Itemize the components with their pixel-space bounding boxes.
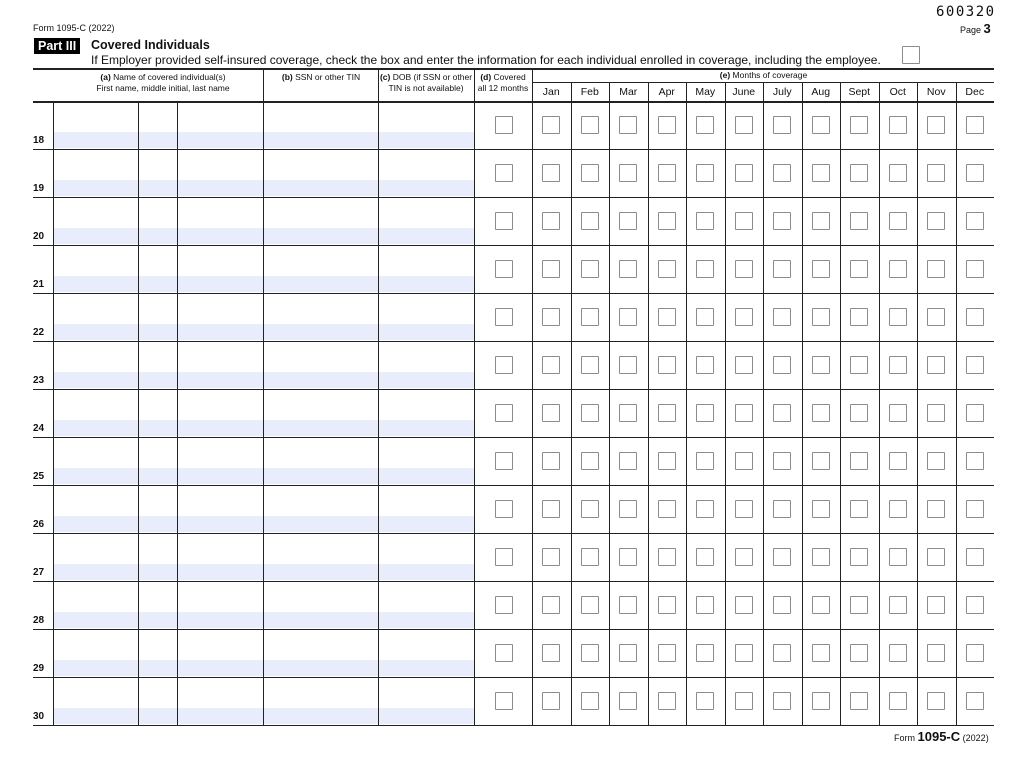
- month-checkbox-may[interactable]: [696, 116, 714, 134]
- month-checkbox-aug[interactable]: [812, 644, 830, 662]
- month-label-aug: Aug: [811, 86, 831, 98]
- month-checkbox-mar[interactable]: [619, 308, 637, 326]
- month-checkbox-july[interactable]: [773, 164, 791, 182]
- month-checkbox-feb[interactable]: [581, 212, 599, 230]
- month-checkbox-nov[interactable]: [927, 500, 945, 518]
- month-checkbox-oct[interactable]: [889, 260, 907, 278]
- month-checkbox-feb[interactable]: [581, 308, 599, 326]
- column-divider: [378, 68, 379, 725]
- month-checkbox-aug[interactable]: [812, 212, 830, 230]
- month-checkbox-mar[interactable]: [619, 452, 637, 470]
- month-checkbox-june[interactable]: [735, 164, 753, 182]
- row-number: 28: [33, 615, 45, 626]
- month-checkbox-july[interactable]: [773, 596, 791, 614]
- month-checkbox-dec[interactable]: [966, 116, 984, 134]
- month-label-oct: Oct: [889, 86, 906, 98]
- page-number: 3: [983, 21, 991, 36]
- month-checkbox-mar[interactable]: [619, 164, 637, 182]
- month-checkbox-oct[interactable]: [889, 164, 907, 182]
- month-checkbox-mar[interactable]: [619, 548, 637, 566]
- column-divider: [879, 82, 880, 725]
- col-c-sub: TIN is not available): [388, 83, 464, 93]
- month-checkbox-jan[interactable]: [542, 692, 560, 710]
- month-checkbox-feb[interactable]: [581, 452, 599, 470]
- month-checkbox-nov[interactable]: [927, 644, 945, 662]
- month-checkbox-apr[interactable]: [658, 452, 676, 470]
- month-label-mar: Mar: [619, 86, 638, 98]
- covered-all-year-checkbox[interactable]: [495, 548, 513, 566]
- covered-all-year-checkbox[interactable]: [495, 164, 513, 182]
- month-checkbox-nov[interactable]: [927, 548, 945, 566]
- month-checkbox-sept[interactable]: [850, 356, 868, 374]
- page-label: [960, 21, 991, 36]
- footer-prefix: Form: [894, 733, 915, 743]
- col-d-header: [474, 72, 532, 94]
- month-checkbox-may[interactable]: [696, 548, 714, 566]
- month-checkbox-jan[interactable]: [542, 308, 560, 326]
- month-checkbox-july[interactable]: [773, 260, 791, 278]
- month-checkbox-nov[interactable]: [927, 692, 945, 710]
- month-checkbox-dec[interactable]: [966, 356, 984, 374]
- month-checkbox-dec[interactable]: [966, 548, 984, 566]
- row-number: 22: [33, 327, 45, 338]
- month-checkbox-july[interactable]: [773, 404, 791, 422]
- month-checkbox-may[interactable]: [696, 452, 714, 470]
- month-checkbox-jan[interactable]: [542, 452, 560, 470]
- month-checkbox-sept[interactable]: [850, 452, 868, 470]
- month-checkbox-oct[interactable]: [889, 212, 907, 230]
- form-id: Form 1095-C (2022): [33, 23, 115, 33]
- month-checkbox-nov[interactable]: [927, 164, 945, 182]
- month-checkbox-jan[interactable]: [542, 260, 560, 278]
- month-checkbox-dec[interactable]: [966, 308, 984, 326]
- month-checkbox-may[interactable]: [696, 644, 714, 662]
- part-badge: Part III: [34, 38, 80, 54]
- month-checkbox-june[interactable]: [735, 500, 753, 518]
- month-checkbox-mar[interactable]: [619, 212, 637, 230]
- month-checkbox-apr[interactable]: [658, 260, 676, 278]
- month-checkbox-feb[interactable]: [581, 164, 599, 182]
- month-checkbox-oct[interactable]: [889, 500, 907, 518]
- month-checkbox-dec[interactable]: [966, 260, 984, 278]
- month-label-sept: Sept: [848, 86, 871, 98]
- row-number: 27: [33, 567, 45, 578]
- month-checkbox-sept[interactable]: [850, 164, 868, 182]
- month-checkbox-feb[interactable]: [581, 500, 599, 518]
- col-b-tag: (b): [281, 72, 293, 82]
- month-checkbox-feb[interactable]: [581, 404, 599, 422]
- month-checkbox-apr[interactable]: [658, 692, 676, 710]
- month-checkbox-june[interactable]: [735, 452, 753, 470]
- column-divider: [474, 68, 475, 725]
- month-checkbox-may[interactable]: [696, 500, 714, 518]
- month-label-apr: Apr: [658, 86, 675, 98]
- col-e-header: [533, 70, 994, 81]
- covered-all-year-checkbox[interactable]: [495, 308, 513, 326]
- month-checkbox-may[interactable]: [696, 356, 714, 374]
- col-c-tag: (c): [379, 72, 391, 82]
- month-checkbox-feb[interactable]: [581, 596, 599, 614]
- row-number: 23: [33, 375, 45, 386]
- month-checkbox-mar[interactable]: [619, 404, 637, 422]
- month-checkbox-may[interactable]: [696, 404, 714, 422]
- month-checkbox-july[interactable]: [773, 452, 791, 470]
- month-checkbox-apr[interactable]: [658, 116, 676, 134]
- covered-all-year-checkbox[interactable]: [495, 692, 513, 710]
- month-checkbox-oct[interactable]: [889, 644, 907, 662]
- month-checkbox-dec[interactable]: [966, 692, 984, 710]
- covered-all-year-checkbox[interactable]: [495, 212, 513, 230]
- month-checkbox-apr[interactable]: [658, 404, 676, 422]
- month-checkbox-sept[interactable]: [850, 692, 868, 710]
- column-divider: [917, 82, 918, 725]
- month-checkbox-dec[interactable]: [966, 596, 984, 614]
- month-checkbox-mar[interactable]: [619, 692, 637, 710]
- row-number: 19: [33, 183, 45, 194]
- month-checkbox-dec[interactable]: [966, 452, 984, 470]
- row-number: 21: [33, 279, 45, 290]
- month-checkbox-may[interactable]: [696, 212, 714, 230]
- month-checkbox-oct[interactable]: [889, 596, 907, 614]
- col-b-label: SSN or other TIN: [295, 72, 361, 82]
- month-checkbox-feb[interactable]: [581, 644, 599, 662]
- row-number: 26: [33, 519, 45, 530]
- table-top-border: [33, 68, 994, 70]
- month-checkbox-dec[interactable]: [966, 644, 984, 662]
- column-divider: [956, 82, 957, 725]
- month-checkbox-jan[interactable]: [542, 212, 560, 230]
- form-footer: [894, 729, 989, 744]
- month-checkbox-june[interactable]: [735, 596, 753, 614]
- month-checkbox-jan[interactable]: [542, 356, 560, 374]
- month-checkbox-feb[interactable]: [581, 692, 599, 710]
- covered-all-year-checkbox[interactable]: [495, 260, 513, 278]
- month-checkbox-may[interactable]: [696, 596, 714, 614]
- month-checkbox-apr[interactable]: [658, 212, 676, 230]
- month-checkbox-june[interactable]: [735, 116, 753, 134]
- column-divider: [840, 82, 841, 725]
- month-checkbox-nov[interactable]: [927, 596, 945, 614]
- column-divider: [725, 82, 726, 725]
- month-checkbox-june[interactable]: [735, 308, 753, 326]
- month-checkbox-mar[interactable]: [619, 356, 637, 374]
- month-checkbox-dec[interactable]: [966, 500, 984, 518]
- column-divider: [263, 68, 264, 725]
- month-checkbox-july[interactable]: [773, 308, 791, 326]
- month-checkbox-jan[interactable]: [542, 548, 560, 566]
- month-checkbox-apr[interactable]: [658, 356, 676, 374]
- month-checkbox-mar[interactable]: [619, 596, 637, 614]
- month-checkbox-oct[interactable]: [889, 116, 907, 134]
- month-checkbox-aug[interactable]: [812, 500, 830, 518]
- row-number: 24: [33, 423, 45, 434]
- month-checkbox-june[interactable]: [735, 644, 753, 662]
- footer-form-name: 1095-C: [917, 729, 961, 744]
- month-label-feb: Feb: [580, 86, 599, 98]
- month-checkbox-jan[interactable]: [542, 404, 560, 422]
- month-checkbox-oct[interactable]: [889, 692, 907, 710]
- month-checkbox-nov[interactable]: [927, 356, 945, 374]
- covered-all-year-checkbox[interactable]: [495, 404, 513, 422]
- month-checkbox-nov[interactable]: [927, 260, 945, 278]
- month-checkbox-june[interactable]: [735, 212, 753, 230]
- month-checkbox-aug[interactable]: [812, 308, 830, 326]
- month-checkbox-aug[interactable]: [812, 452, 830, 470]
- name-part-divider: [177, 101, 178, 725]
- month-checkbox-oct[interactable]: [889, 452, 907, 470]
- covered-all-year-checkbox[interactable]: [495, 116, 513, 134]
- col-c-label: DOB (if SSN or other: [392, 72, 473, 82]
- month-checkbox-mar[interactable]: [619, 116, 637, 134]
- month-checkbox-may[interactable]: [696, 308, 714, 326]
- col-b-header: [265, 72, 377, 83]
- month-checkbox-sept[interactable]: [850, 500, 868, 518]
- month-checkbox-july[interactable]: [773, 116, 791, 134]
- month-checkbox-july[interactable]: [773, 644, 791, 662]
- month-checkbox-jan[interactable]: [542, 644, 560, 662]
- month-checkbox-apr[interactable]: [658, 596, 676, 614]
- col-e-tag: (e): [719, 70, 731, 80]
- month-checkbox-nov[interactable]: [927, 452, 945, 470]
- month-label-july: July: [772, 86, 792, 98]
- month-checkbox-apr[interactable]: [658, 644, 676, 662]
- month-checkbox-nov[interactable]: [927, 404, 945, 422]
- month-checkbox-aug[interactable]: [812, 404, 830, 422]
- part-title: Covered Individuals: [91, 38, 210, 52]
- row-number: 20: [33, 231, 45, 242]
- column-divider: [802, 82, 803, 725]
- self-insured-checkbox[interactable]: [902, 46, 920, 64]
- col-a-label: Name of covered individual(s): [113, 72, 226, 82]
- month-label-june: June: [732, 86, 756, 98]
- row-number: 18: [33, 135, 45, 146]
- month-checkbox-jan[interactable]: [542, 116, 560, 134]
- month-checkbox-nov[interactable]: [927, 116, 945, 134]
- month-checkbox-feb[interactable]: [581, 260, 599, 278]
- month-checkbox-sept[interactable]: [850, 260, 868, 278]
- column-divider: [532, 68, 533, 725]
- form-number: 600320: [936, 4, 996, 20]
- month-checkbox-aug[interactable]: [812, 260, 830, 278]
- covered-all-year-checkbox[interactable]: [495, 452, 513, 470]
- month-checkbox-nov[interactable]: [927, 212, 945, 230]
- month-checkbox-feb[interactable]: [581, 116, 599, 134]
- month-checkbox-june[interactable]: [735, 404, 753, 422]
- row-number: 25: [33, 471, 45, 482]
- month-checkbox-sept[interactable]: [850, 404, 868, 422]
- month-checkbox-feb[interactable]: [581, 356, 599, 374]
- month-checkbox-feb[interactable]: [581, 548, 599, 566]
- month-label-dec: Dec: [965, 86, 985, 98]
- month-checkbox-june[interactable]: [735, 260, 753, 278]
- month-checkbox-apr[interactable]: [658, 500, 676, 518]
- col-a-sub: First name, middle initial, last name: [96, 83, 230, 93]
- month-checkbox-aug[interactable]: [812, 692, 830, 710]
- name-part-divider: [138, 101, 139, 725]
- month-checkbox-nov[interactable]: [927, 308, 945, 326]
- month-label-may: May: [695, 86, 716, 98]
- month-checkbox-july[interactable]: [773, 500, 791, 518]
- month-checkbox-dec[interactable]: [966, 404, 984, 422]
- month-label-nov: Nov: [926, 86, 946, 98]
- month-checkbox-jan[interactable]: [542, 596, 560, 614]
- column-divider: [648, 82, 649, 725]
- month-checkbox-oct[interactable]: [889, 404, 907, 422]
- name-part-divider: [53, 101, 54, 725]
- month-checkbox-jan[interactable]: [542, 500, 560, 518]
- month-checkbox-aug[interactable]: [812, 116, 830, 134]
- month-checkbox-apr[interactable]: [658, 548, 676, 566]
- col-d-label: Covered: [493, 72, 526, 82]
- month-checkbox-july[interactable]: [773, 548, 791, 566]
- month-checkbox-aug[interactable]: [812, 596, 830, 614]
- month-checkbox-june[interactable]: [735, 548, 753, 566]
- month-checkbox-july[interactable]: [773, 692, 791, 710]
- month-checkbox-mar[interactable]: [619, 644, 637, 662]
- month-checkbox-sept[interactable]: [850, 308, 868, 326]
- month-checkbox-jan[interactable]: [542, 164, 560, 182]
- covered-all-year-checkbox[interactable]: [495, 356, 513, 374]
- covered-all-year-checkbox[interactable]: [495, 644, 513, 662]
- month-checkbox-mar[interactable]: [619, 500, 637, 518]
- month-checkbox-apr[interactable]: [658, 164, 676, 182]
- covered-all-year-checkbox[interactable]: [495, 500, 513, 518]
- covered-individuals-table: [33, 68, 994, 724]
- col-e-label: Months of coverage: [732, 70, 808, 80]
- month-checkbox-july[interactable]: [773, 356, 791, 374]
- month-checkbox-sept[interactable]: [850, 596, 868, 614]
- month-checkbox-oct[interactable]: [889, 356, 907, 374]
- month-label-jan: Jan: [542, 86, 560, 98]
- month-checkbox-sept[interactable]: [850, 212, 868, 230]
- month-checkbox-oct[interactable]: [889, 548, 907, 566]
- column-divider: [686, 82, 687, 725]
- month-checkbox-aug[interactable]: [812, 356, 830, 374]
- instructions-text: If Employer provided self-insured coverage, check the box and enter the information for each individual enrolled in coverage, including the employee.: [91, 53, 881, 67]
- month-checkbox-mar[interactable]: [619, 260, 637, 278]
- column-divider: [571, 82, 572, 725]
- row-number: 29: [33, 663, 45, 674]
- month-checkbox-apr[interactable]: [658, 308, 676, 326]
- column-divider: [609, 82, 610, 725]
- month-checkbox-july[interactable]: [773, 212, 791, 230]
- month-checkbox-sept[interactable]: [850, 548, 868, 566]
- col-a-tag: (a): [100, 72, 111, 82]
- col-d-sub: all 12 months: [477, 83, 529, 93]
- month-checkbox-may[interactable]: [696, 692, 714, 710]
- month-checkbox-dec[interactable]: [966, 212, 984, 230]
- column-divider: [763, 82, 764, 725]
- month-checkbox-sept[interactable]: [850, 644, 868, 662]
- month-checkbox-sept[interactable]: [850, 116, 868, 134]
- page-label-text: Page: [960, 25, 982, 35]
- month-checkbox-oct[interactable]: [889, 308, 907, 326]
- row-number: 30: [33, 711, 45, 722]
- col-d-tag: (d): [480, 72, 492, 82]
- month-checkbox-june[interactable]: [735, 692, 753, 710]
- covered-all-year-checkbox[interactable]: [495, 596, 513, 614]
- month-checkbox-aug[interactable]: [812, 548, 830, 566]
- month-checkbox-dec[interactable]: [966, 164, 984, 182]
- footer-year: (2022): [962, 733, 989, 743]
- col-a-header: [58, 72, 268, 94]
- month-checkbox-may[interactable]: [696, 164, 714, 182]
- col-c-header: [378, 72, 474, 94]
- month-checkbox-aug[interactable]: [812, 164, 830, 182]
- month-checkbox-may[interactable]: [696, 260, 714, 278]
- month-checkbox-june[interactable]: [735, 356, 753, 374]
- row-divider: [33, 725, 994, 726]
